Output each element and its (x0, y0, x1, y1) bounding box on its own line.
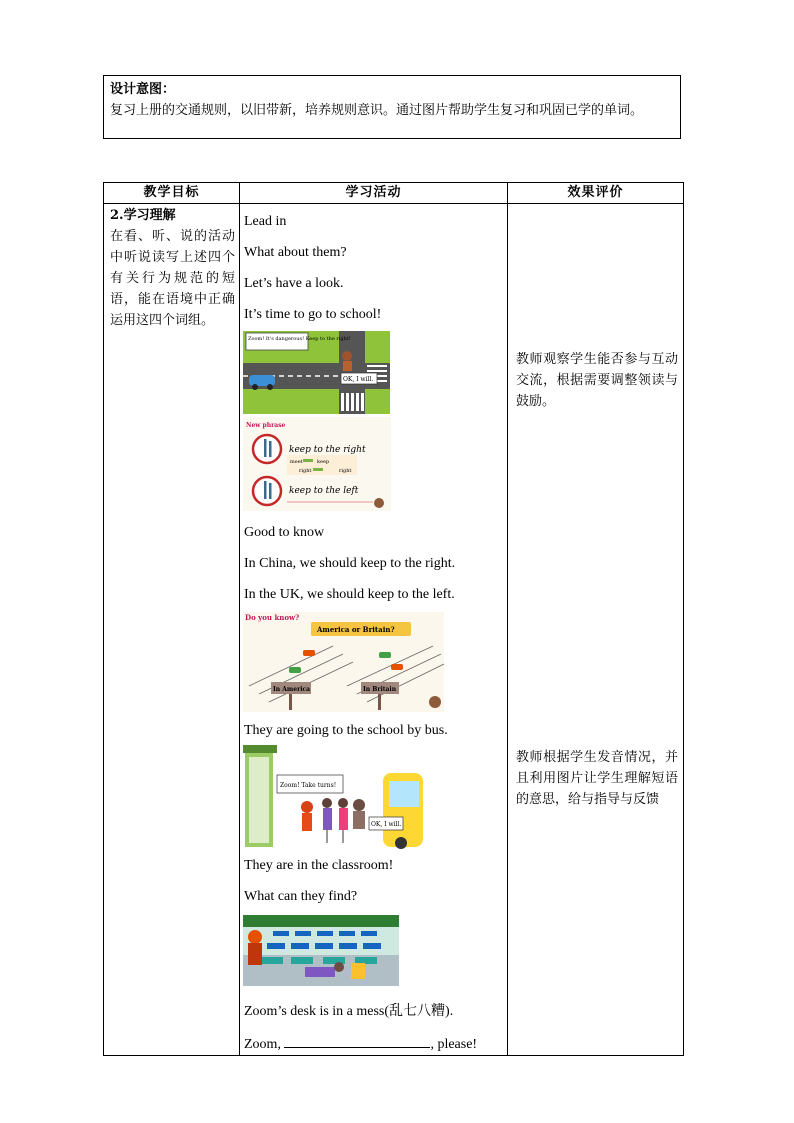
table-row (104, 204, 684, 1056)
answer-blank[interactable] (284, 1035, 430, 1048)
header-activity: 学习活动 (240, 183, 508, 204)
lead-in-text: Lead in (244, 214, 287, 229)
sign-america: In America (273, 686, 311, 693)
time-school-text: It’s time to go to school! (244, 307, 382, 322)
crossing-speech-2: OK, I will. (343, 376, 374, 383)
america-britain-image (243, 612, 444, 712)
phrase-meet: meet (290, 459, 303, 465)
crossing-image (243, 331, 390, 414)
design-intent-title: 设计意图： (110, 82, 176, 97)
please-suffix: , please! (430, 1037, 478, 1052)
bus-stop-image (243, 745, 423, 850)
crossing-speech-1: Zoom! It's dangerous! Keep to the right! (248, 336, 351, 342)
zoom-please-line (244, 1035, 477, 1053)
evaluation-text-1: 教师观察学生能否参与互动交流，根据需要调整领读与鼓励。 (516, 352, 678, 409)
bus-speech-2: OK, I will. (371, 821, 402, 828)
sign-britain: In Britain (363, 686, 397, 693)
design-intent-text: 复习上册的交通规则，以旧带新，培养规则意识。通过图片帮助学生复习和巩固已学的单词。 (110, 103, 644, 118)
phrase-right-2: right (339, 468, 352, 474)
phrase-keep: keep (317, 459, 330, 465)
phrase-right-1: right (299, 468, 312, 474)
desk-mess-text: Zoom’s desk is in a mess(乱七八糟). (244, 1004, 454, 1019)
lesson-table (103, 182, 684, 1056)
goal-title: 2.学习理解 (110, 208, 176, 223)
header-goal: 教学目标 (104, 183, 240, 204)
find-text: What can they find? (244, 889, 358, 904)
evaluation-text-2: 教师根据学生发音情况，并且利用图片让学生理解短语的意思，给与指导与反馈 (516, 750, 678, 807)
zoom-prefix: Zoom, (244, 1037, 281, 1052)
classroom-image (243, 915, 399, 986)
header-evaluation: 效果评价 (508, 183, 684, 204)
china-rule-text: In China, we should keep to the right. (244, 556, 456, 571)
do-you-know-label: Do you know? (245, 613, 300, 622)
new-phrase-label: New phrase (246, 422, 286, 429)
goal-cell (104, 204, 240, 1056)
evaluation-cell (508, 204, 684, 1056)
what-about-text: What about them? (244, 245, 347, 260)
have-look-text: Let’s have a look. (244, 276, 344, 291)
uk-rule-text: In the UK, we should keep to the left. (244, 587, 455, 602)
activity-cell (240, 204, 508, 1056)
america-britain-question: America or Britain? (317, 625, 395, 634)
classroom-text: They are in the classroom! (244, 858, 394, 873)
phrase-keep-left: keep to the left (289, 486, 359, 496)
new-phrase-image (243, 417, 391, 511)
table-header-row (104, 183, 684, 204)
phrase-keep-right: keep to the right (289, 445, 366, 455)
bus-text: They are going to the school by bus. (244, 723, 448, 738)
bus-speech-1: Zoom! Take turns! (280, 782, 337, 789)
goal-text: 在看、听、说的活动中听说读写上述四个有关行为规范的短语，能在语境中正确运用这四个词组。 (110, 229, 235, 328)
good-to-know-text: Good to know (244, 525, 325, 540)
design-intent-box (103, 75, 681, 139)
